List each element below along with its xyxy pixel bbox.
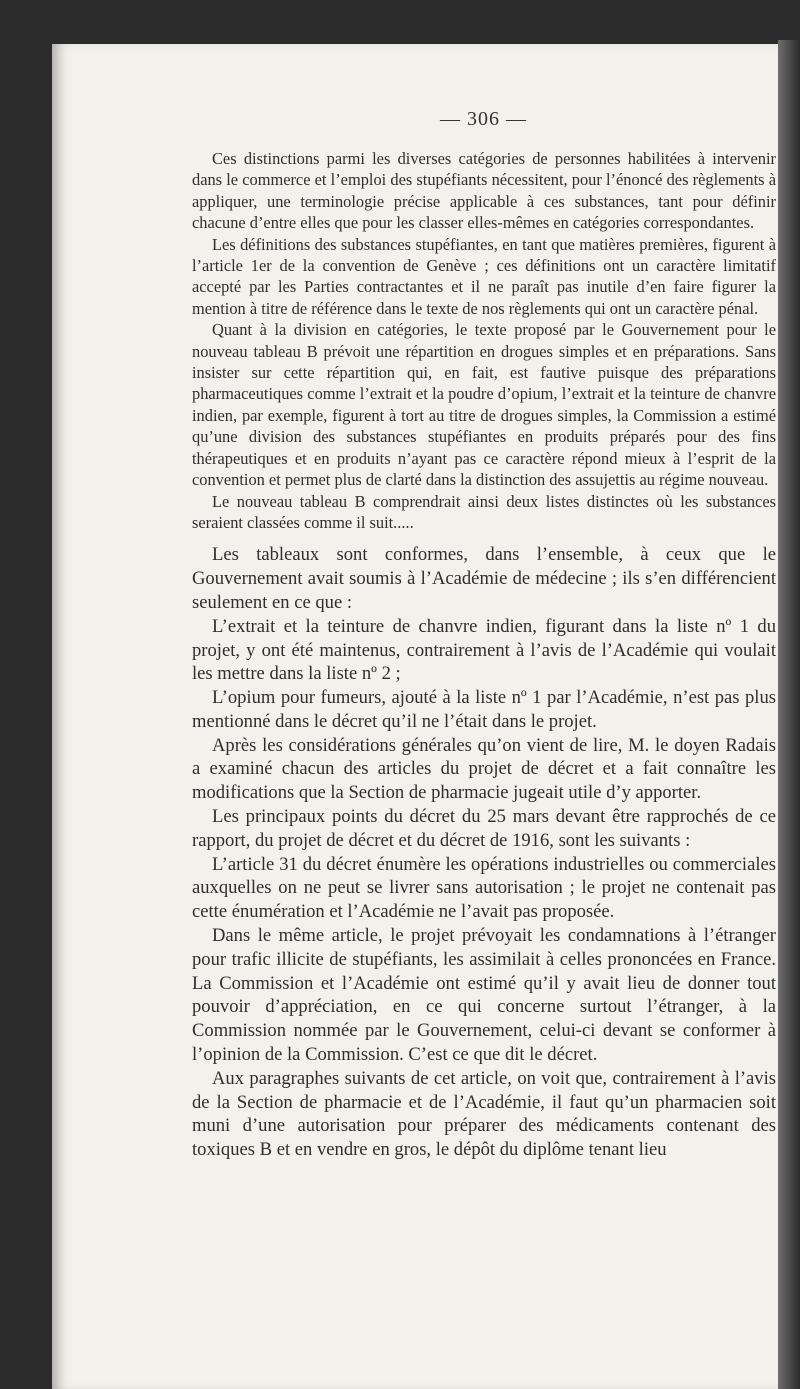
paragraph: L’opium pour fumeurs, ajouté à la liste nº 1 par l’Académie, n’est pas plus mentionné dans le décret qu’il ne l’était dans le projet. <box>192 687 776 732</box>
page-right-edge <box>778 40 800 1389</box>
paragraph: Les définitions des substances stupéfiantes, en tant que matières premières, figurent à l’article 1er de la convention de Genève ; ces définitions ont un caractère limitatif accepté par les Parties contractantes et il ne paraît pas inutile d’en faire figurer la mention à titre de référence dans le texte de nos règlements qui ont un caractère pénal. <box>192 234 776 318</box>
page-body <box>192 148 776 1162</box>
paragraph: Quant à la division en catégories, le texte proposé par le Gouvernement pour le nouveau tableau B prévoit une répartition en drogues simples et en préparations. Sans insister sur cette répartition qui, en fait, est fautive puisque des préparations pharmaceutiques comme l’extrait et la poudre d’opium, l’extrait et la teinture de chanvre indien, par exemple, figurent à tort au titre de drogues simples, la Commission a estimé qu’une division des substances stupéfiantes en produits préparés pour des fins thérapeutiques et en produits n’ayant pas ce caractère répond mieux à l’esprit de la convention et permet plus de clarté dans la distinction des assujettis au régime nouveau. <box>192 320 776 490</box>
paragraph: Les principaux points du décret du 25 mars devant être rapprochés de ce rapport, du projet de décret et du décret de 1916, sont les suivants : <box>192 806 776 851</box>
paragraph: Après les considérations générales qu’on vient de lire, M. le doyen Radais a examiné chacun des articles du projet de décret et a fait connaître les modifications que la Section de pharmacie jugeait utile d’y apporter. <box>192 734 776 804</box>
paragraph: Ces distinctions parmi les diverses catégories de personnes habilitées à intervenir dans le commerce et l’emploi des stupéfiants nécessitent, pour l’énoncé des règlements à appliquer, une terminologie précise applicable à ces substances, tant pour définir chacune d’entre elles que pour les classer elles-mêmes en catégories correspondantes. <box>192 149 776 233</box>
paragraph: L’extrait et la teinture de chanvre indien, figurant dans la liste nº 1 du projet, y ont été maintenus, contrairement à l’avis de l’Académie qui voulait les mettre dans la liste nº 2 ; <box>192 615 776 685</box>
paragraph: Aux paragraphes suivants de cet article, on voit que, contrairement à l’avis de la Section de pharmacie et de l’Académie, il faut qu’un pharmacien soit muni d’une autorisation pour préparer des médicaments contenant des toxiques B et en vendre en gros, le dépôt du diplôme tenant lieu <box>192 1067 776 1161</box>
paragraph: Les tableaux sont conformes, dans l’ensemble, à ceux que le Gouvernement avait soumis à l’Académie de médecine ; ils s’en différencient seulement en ce que : <box>192 544 776 613</box>
page-number: — 306 — <box>440 108 527 130</box>
paragraph: Le nouveau tableau B comprendrait ainsi deux listes distinctes où les substances seraient classées comme il suit..... <box>192 491 776 532</box>
paragraph: Dans le même article, le projet prévoyait les condamnations à l’étranger pour trafic illicite de stupéfiants, les assimilait à celles prononcées en France. La Commission et l’Académie ont estimé qu’il y avait lieu de donner tout pouvoir d’appréciation, en ce qui concerne surtout l’étranger, à la Commission nommée par le Gouvernement, celui-ci devant se conformer à l’opinion de la Commission. C’est ce que dit le décret. <box>192 925 776 1066</box>
section-gap <box>192 533 776 543</box>
paragraph: L’article 31 du décret énumère les opérations industrielles ou commerciales auxquelles on ne peut se livrer sans autorisation ; le projet ne contenait pas cette énumération et l’Académie ne l’avait pas proposée. <box>192 853 776 923</box>
